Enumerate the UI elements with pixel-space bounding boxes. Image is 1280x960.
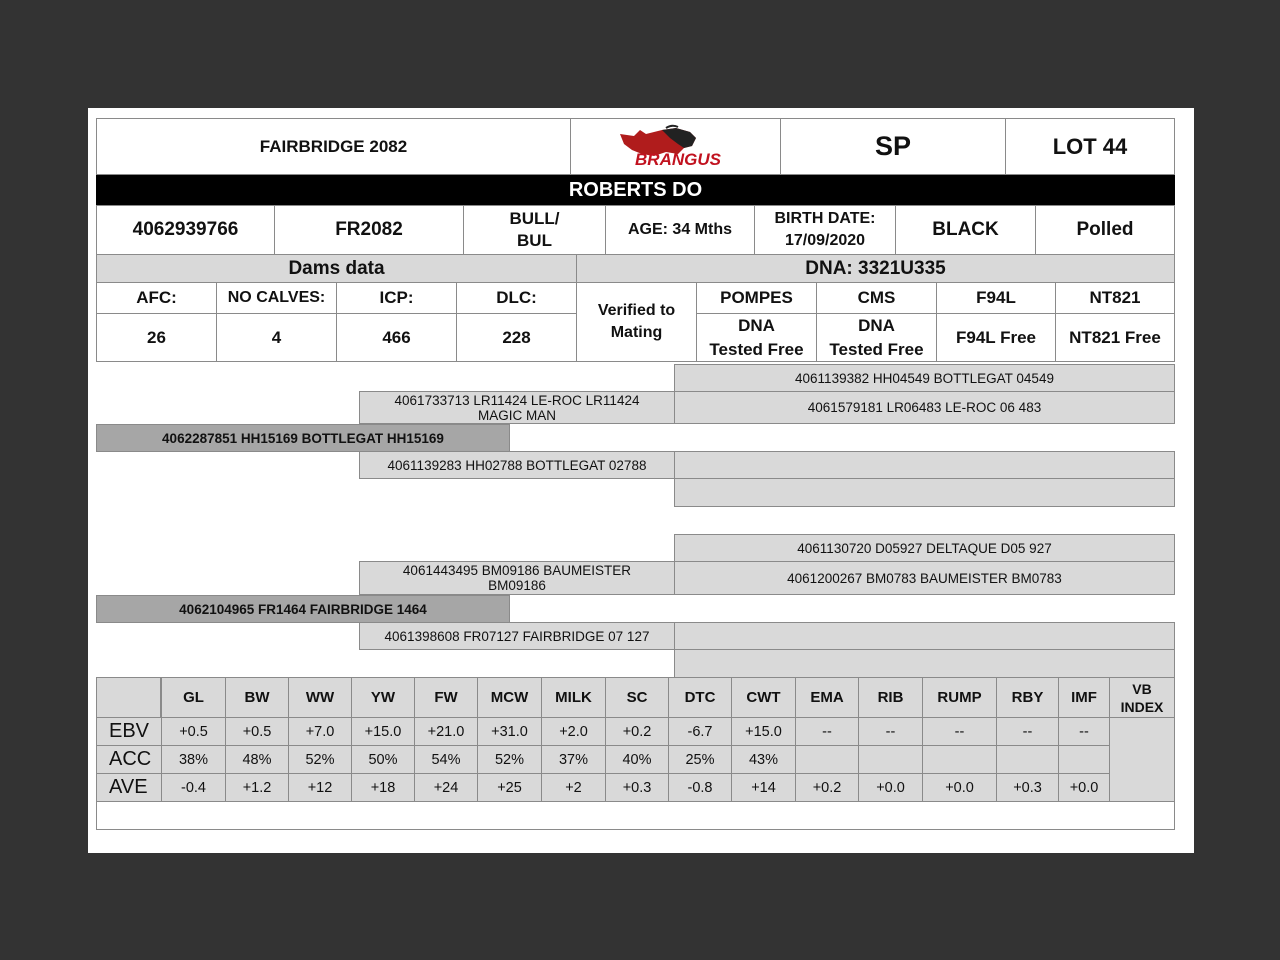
ebv-cell-ebv-cwt: +15.0 <box>731 717 796 746</box>
ebv-cell-ave-cwt: +14 <box>731 773 796 802</box>
ebv-cell-acc-ww: 52% <box>288 745 352 774</box>
pedigree-dam-sire-dam: 4061200267 BM0783 BAUMEISTER BM0783 <box>674 561 1175 595</box>
ebv-header-gl: GL <box>161 677 226 718</box>
ebv-header-ww: WW <box>288 677 352 718</box>
ebv-cell-ebv-rump: -- <box>922 717 997 746</box>
ebv-header-bw: BW <box>225 677 289 718</box>
f94l-value: F94L Free <box>936 313 1056 362</box>
pedigree-sire-sire: 4061733713 LR11424 LE-ROC LR11424 MAGIC MAN <box>359 391 675 424</box>
pedigree-dam-dam-sire <box>674 622 1175 650</box>
ebv-cell-ave-fw: +24 <box>414 773 478 802</box>
animal-id: 4062939766 <box>96 205 275 255</box>
ebv-row-label-ebv: EBV <box>96 717 162 746</box>
ebv-header-dtc: DTC <box>668 677 732 718</box>
pedigree-sire-dam-dam <box>674 478 1175 507</box>
ebv-cell-ave-rby: +0.3 <box>996 773 1059 802</box>
cms-value: DNA Tested Free <box>816 313 937 362</box>
ebv-cell-ebv-bw: +0.5 <box>225 717 289 746</box>
ebv-cell-ave-ema: +0.2 <box>795 773 859 802</box>
ebv-cell-acc-ema <box>795 745 859 774</box>
ebv-cell-ebv-yw: +15.0 <box>351 717 415 746</box>
pedigree-dam-sire-sire: 4061130720 D05927 DELTAQUE D05 927 <box>674 534 1175 562</box>
ebv-row-label-acc: ACC <box>96 745 162 774</box>
animal-sex: BULL/ BUL <box>463 205 606 255</box>
vb-index-label: VB INDEX <box>1109 677 1175 718</box>
afc-value: 26 <box>96 313 217 362</box>
ebv-cell-ave-sc: +0.3 <box>605 773 669 802</box>
ebv-cell-acc-fw: 54% <box>414 745 478 774</box>
ebv-cell-ave-ww: +12 <box>288 773 352 802</box>
ebv-cell-acc-rump <box>922 745 997 774</box>
ebv-cell-ave-gl: -0.4 <box>161 773 226 802</box>
ebv-cell-acc-milk: 37% <box>541 745 606 774</box>
ebv-header-mcw: MCW <box>477 677 542 718</box>
ebv-cell-ebv-ww: +7.0 <box>288 717 352 746</box>
animal-age: AGE: 34 Mths <box>605 205 755 255</box>
animal-horn: Polled <box>1035 205 1175 255</box>
icp-label: ICP: <box>336 282 457 314</box>
ebv-cell-ave-rib: +0.0 <box>858 773 923 802</box>
ebv-cell-ebv-milk: +2.0 <box>541 717 606 746</box>
nt821-value: NT821 Free <box>1055 313 1175 362</box>
pedigree-sire-dam: 4061139283 HH02788 BOTTLEGAT 02788 <box>359 451 675 479</box>
ebv-cell-ebv-gl: +0.5 <box>161 717 226 746</box>
vb-index-value <box>1109 717 1175 802</box>
ebv-cell-ebv-ema: -- <box>795 717 859 746</box>
ebv-corner <box>96 677 161 718</box>
cms-label: CMS <box>816 282 937 314</box>
dlc-value: 228 <box>456 313 577 362</box>
pedigree-dam-dam-dam <box>674 649 1175 678</box>
animal-tag: FR2082 <box>274 205 464 255</box>
ebv-header-fw: FW <box>414 677 478 718</box>
ebv-cell-acc-mcw: 52% <box>477 745 542 774</box>
ebv-cell-ave-imf: +0.0 <box>1058 773 1110 802</box>
pompes-label: POMPES <box>696 282 817 314</box>
f94l-label: F94L <box>936 282 1056 314</box>
ebv-cell-ave-bw: +1.2 <box>225 773 289 802</box>
ebv-cell-acc-cwt: 43% <box>731 745 796 774</box>
ebv-row-label-ave: AVE <box>96 773 162 802</box>
pedigree-dam-sire: 4061443495 BM09186 BAUMEISTER BM09186 <box>359 561 675 595</box>
ebv-cell-acc-rby <box>996 745 1059 774</box>
ebv-cell-ebv-mcw: +31.0 <box>477 717 542 746</box>
ebv-cell-acc-bw: 48% <box>225 745 289 774</box>
ebv-header-rby: RBY <box>996 677 1059 718</box>
lot-card <box>88 108 1194 853</box>
ebv-cell-ave-mcw: +25 <box>477 773 542 802</box>
dna-title: DNA: 3321U335 <box>576 254 1175 283</box>
animal-name: FAIRBRIDGE 2082 <box>96 118 571 175</box>
brangus-logo <box>570 118 781 175</box>
pedigree-dam-dam: 4061398608 FR07127 FAIRBRIDGE 07 127 <box>359 622 675 650</box>
svg-text:BRANGUS: BRANGUS <box>634 149 721 169</box>
ebv-cell-ebv-dtc: -6.7 <box>668 717 732 746</box>
ebv-cell-acc-imf <box>1058 745 1110 774</box>
ebv-cell-ebv-sc: +0.2 <box>605 717 669 746</box>
ebv-cell-ave-milk: +2 <box>541 773 606 802</box>
ebv-cell-acc-rib <box>858 745 923 774</box>
ebv-header-sc: SC <box>605 677 669 718</box>
calves-value: 4 <box>216 313 337 362</box>
afc-label: AFC: <box>96 282 217 314</box>
owner-bar: ROBERTS DO <box>96 175 1175 205</box>
animal-colour: BLACK <box>895 205 1036 255</box>
nt821-label: NT821 <box>1055 282 1175 314</box>
ebv-header-rump: RUMP <box>922 677 997 718</box>
ebv-header-ema: EMA <box>795 677 859 718</box>
ebv-header-cwt: CWT <box>731 677 796 718</box>
pedigree-sire-dam-sire <box>674 451 1175 479</box>
icp-value: 466 <box>336 313 457 362</box>
dlc-label: DLC: <box>456 282 577 314</box>
ebv-footer-note <box>96 801 1175 830</box>
ebv-cell-acc-gl: 38% <box>161 745 226 774</box>
ebv-cell-ave-dtc: -0.8 <box>668 773 732 802</box>
ebv-cell-ave-yw: +18 <box>351 773 415 802</box>
ebv-cell-ebv-rib: -- <box>858 717 923 746</box>
bull-icon <box>606 124 746 170</box>
calves-label: NO CALVES: <box>216 282 337 314</box>
dams-title: Dams data <box>96 254 577 283</box>
pedigree-sire: 4062287851 HH15169 BOTTLEGAT HH15169 <box>96 424 510 452</box>
category-code: SP <box>780 118 1006 175</box>
ebv-header-imf: IMF <box>1058 677 1110 718</box>
ebv-header-milk: MILK <box>541 677 606 718</box>
pedigree-dam: 4062104965 FR1464 FAIRBRIDGE 1464 <box>96 595 510 623</box>
ebv-cell-ebv-imf: -- <box>1058 717 1110 746</box>
lot-number: LOT 44 <box>1005 118 1175 175</box>
ebv-cell-acc-dtc: 25% <box>668 745 732 774</box>
ebv-header-rib: RIB <box>858 677 923 718</box>
ebv-cell-ebv-fw: +21.0 <box>414 717 478 746</box>
ebv-cell-acc-sc: 40% <box>605 745 669 774</box>
ebv-cell-acc-yw: 50% <box>351 745 415 774</box>
verified-mating: Verified to Mating <box>576 282 697 362</box>
ebv-header-yw: YW <box>351 677 415 718</box>
ebv-cell-ebv-rby: -- <box>996 717 1059 746</box>
pompes-value: DNA Tested Free <box>696 313 817 362</box>
birth-date: BIRTH DATE: 17/09/2020 <box>754 205 896 255</box>
pedigree-sire-sire-sire: 4061139382 HH04549 BOTTLEGAT 04549 <box>674 364 1175 392</box>
pedigree-sire-sire-dam: 4061579181 LR06483 LE-ROC 06 483 <box>674 391 1175 424</box>
ebv-cell-ave-rump: +0.0 <box>922 773 997 802</box>
